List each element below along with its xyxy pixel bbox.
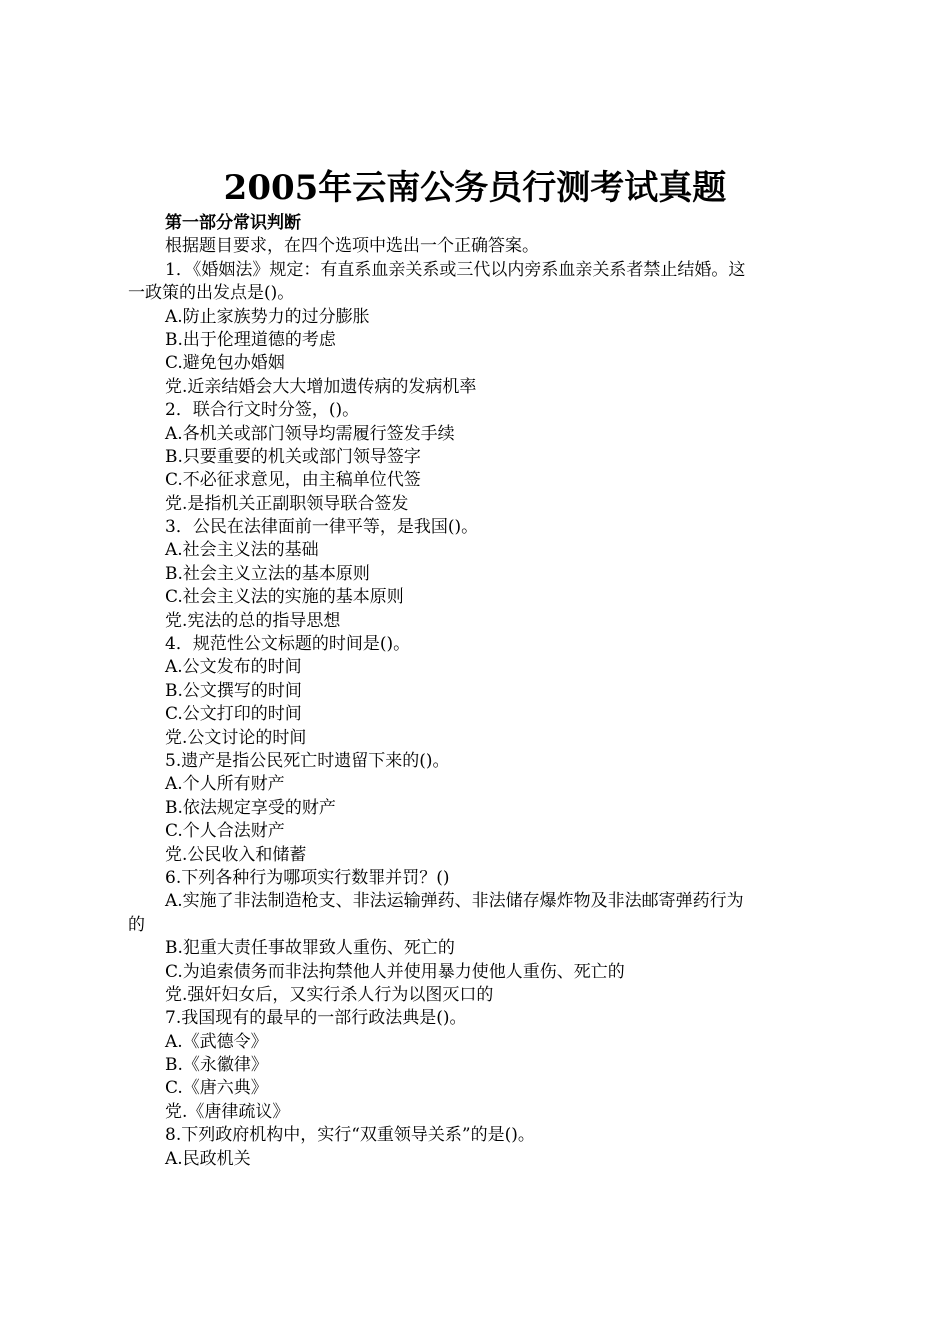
answer-option-continued: 的 bbox=[128, 914, 145, 935]
answer-option: B.出于伦理道德的考虑 bbox=[165, 329, 336, 350]
answer-option: 党.公民收入和储蓄 bbox=[165, 844, 307, 865]
answer-option: 党.是指机关正副职领导联合签发 bbox=[165, 493, 409, 514]
answer-option: A.《武德令》 bbox=[165, 1031, 268, 1052]
question-stem: 3．公民在法律面前一律平等，是我国()。 bbox=[165, 517, 479, 538]
question-stem: 2．联合行文时分签，()。 bbox=[165, 400, 360, 421]
answer-option: A.民政机关 bbox=[165, 1148, 251, 1169]
question-stem: 8.下列政府机构中，实行“双重领导关系”的是()。 bbox=[165, 1125, 535, 1146]
question-stem-continued: 一政策的出发点是()。 bbox=[128, 283, 295, 304]
question-stem: 6.下列各种行为哪项实行数罪并罚？() bbox=[165, 867, 450, 888]
answer-option: A.个人所有财产 bbox=[165, 774, 285, 795]
answer-option: A.公文发布的时间 bbox=[165, 657, 302, 678]
answer-option: C.避免包办婚姻 bbox=[165, 353, 285, 374]
answer-option: A.实施了非法制造枪支、非法运输弹药、非法储存爆炸物及非法邮寄弹药行为 bbox=[165, 891, 744, 912]
answer-option: C.公文打印的时间 bbox=[165, 704, 302, 725]
answer-option: 党.近亲结婚会大大增加遗传病的发病机率 bbox=[165, 376, 477, 397]
document-title: 2005年云南公务员行测考试真题 bbox=[223, 168, 727, 208]
answer-option: 党.强奸妇女后，又实行杀人行为以图灭口的 bbox=[165, 984, 494, 1005]
section-heading: 第一部分常识判断 bbox=[165, 213, 301, 233]
answer-option: A.社会主义法的基础 bbox=[165, 540, 319, 561]
answer-option: 党.《唐律疏议》 bbox=[165, 1101, 290, 1122]
answer-option: B.《永徽律》 bbox=[165, 1055, 268, 1076]
answer-option: C.不必征求意见，由主稿单位代签 bbox=[165, 470, 421, 491]
question-stem: 4．规范性公文标题的时间是()。 bbox=[165, 634, 411, 655]
answer-option: C.社会主义法的实施的基本原则 bbox=[165, 587, 404, 608]
answer-option: B.依法规定享受的财产 bbox=[165, 797, 336, 818]
document-body bbox=[128, 212, 836, 1171]
answer-option: C.《唐六典》 bbox=[165, 1078, 268, 1099]
answer-option: B.公文撰写的时间 bbox=[165, 680, 302, 701]
instruction-text: 根据题目要求，在四个选项中选出一个正确答案。 bbox=[165, 236, 539, 257]
question-stem: 1．《婚姻法》规定：有直系血亲关系或三代以内旁系血亲关系者禁止结婚。这 bbox=[165, 259, 746, 280]
question-stem: 5.遗产是指公民死亡时遗留下来的()。 bbox=[165, 750, 450, 771]
answer-option: 党.宪法的总的指导思想 bbox=[165, 610, 341, 631]
answer-option: A.防止家族势力的过分膨胀 bbox=[165, 306, 370, 327]
answer-option: B.社会主义立法的基本原则 bbox=[165, 563, 370, 584]
answer-option: C.个人合法财产 bbox=[165, 821, 285, 842]
answer-option: 党.公文讨论的时间 bbox=[165, 727, 307, 748]
answer-option: B.犯重大责任事故罪致人重伤、死亡的 bbox=[165, 938, 455, 959]
answer-option: A.各机关或部门领导均需履行签发手续 bbox=[165, 423, 455, 444]
question-stem: 7.我国现有的最早的一部行政法典是()。 bbox=[165, 1008, 467, 1029]
answer-option: C.为追索债务而非法拘禁他人并使用暴力使他人重伤、死亡的 bbox=[165, 961, 625, 982]
answer-option: B.只要重要的机关或部门领导签字 bbox=[165, 446, 421, 467]
